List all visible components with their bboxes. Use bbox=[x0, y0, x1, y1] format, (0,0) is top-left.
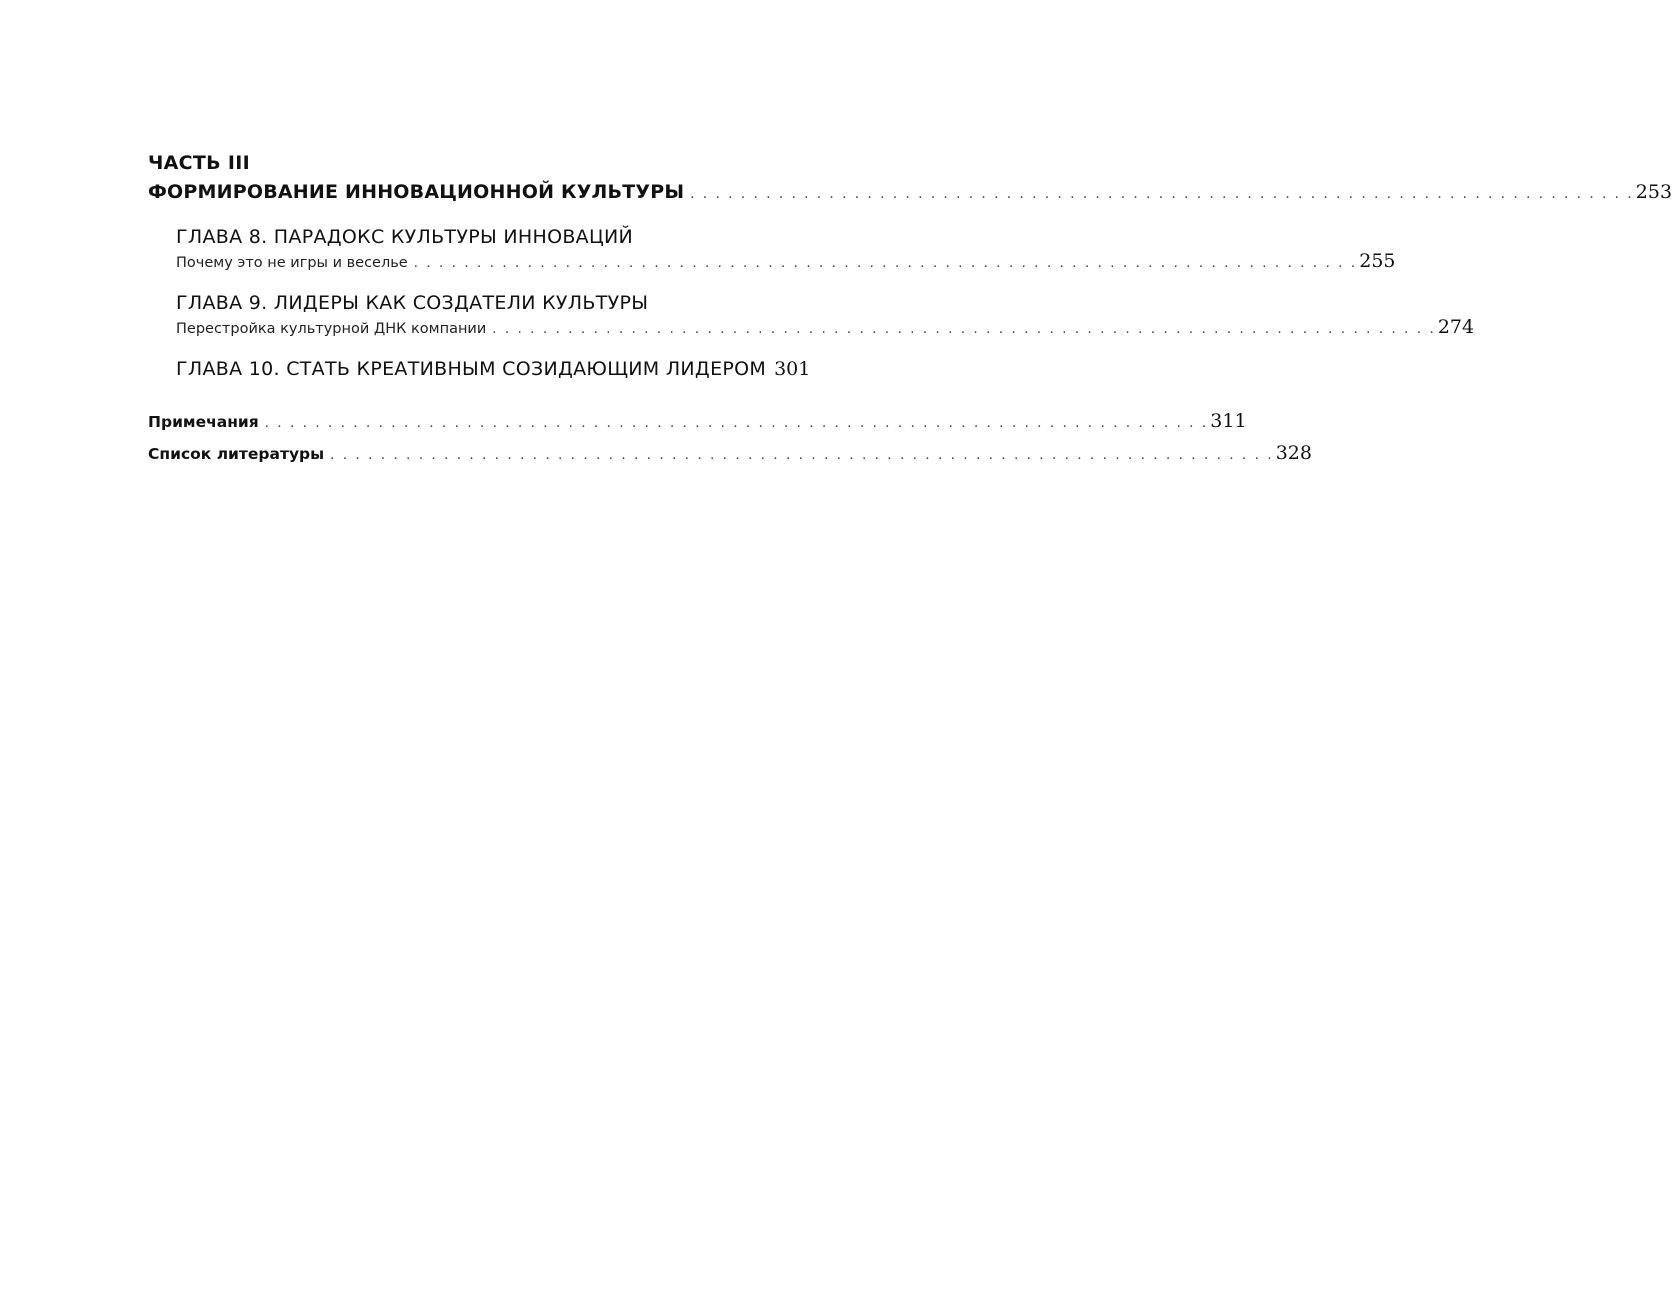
toc-entry-bibliography[interactable] bbox=[148, 442, 1312, 464]
dot-leader: . . . . . . . . . . . . . . . . . . . . . . . . . . . . . . . . . . . . . . . . . . . . . . . . . . . . . . . . . . . . . . . . . . . . . . . . . . . bbox=[413, 256, 1358, 271]
page-number: 301 bbox=[774, 358, 811, 380]
dot-leader: . . . . . . . . . . . . . . . . . . . . . . . . . . . . . . . . . . . . . . . . . . . . . . . . . . . . . . . . . . . . . . . . . . . . . . . . . . . bbox=[492, 322, 1436, 337]
page-number: 328 bbox=[1275, 442, 1312, 464]
page-number: 274 bbox=[1437, 316, 1475, 338]
chapter-title: ГЛАВА 8. ПАРАДОКС КУЛЬТУРЫ ИННОВАЦИЙ bbox=[176, 226, 634, 248]
part-title: ФОРМИРОВАНИЕ ИННОВАЦИОННОЙ КУЛЬТУРЫ bbox=[148, 181, 685, 203]
toc-entry-chapter-9[interactable] bbox=[176, 290, 1475, 340]
page-number: 311 bbox=[1210, 410, 1247, 432]
toc-entry-chapter-8[interactable] bbox=[176, 224, 1396, 274]
page-number: 255 bbox=[1359, 250, 1396, 272]
chapter-subtitle: Перестройка культурной ДНК компании bbox=[176, 321, 487, 337]
page-number: 253 bbox=[1635, 181, 1672, 203]
back-matter-title: Список литературы bbox=[148, 445, 325, 463]
part-label: ЧАСТЬ III bbox=[148, 152, 250, 174]
table-of-contents bbox=[148, 150, 1672, 464]
dot-leader: . . . . . . . . . . . . . . . . . . . . . . . . . . . . . . . . . . . . . . . . . . . . . . . . . . . . . . . . . . . . . . . . . . . . . . . . . . . bbox=[330, 448, 1274, 463]
chapter-title: ГЛАВА 9. ЛИДЕРЫ КАК СОЗДАТЕЛИ КУЛЬТУРЫ bbox=[176, 292, 649, 314]
chapter-title: ГЛАВА 10. СТАТЬ КРЕАТИВНЫМ СОЗИДАЮЩИМ ЛИДЕРОМ bbox=[176, 358, 767, 380]
chapter-subtitle: Почему это не игры и веселье bbox=[176, 255, 408, 271]
toc-entry-notes[interactable] bbox=[148, 410, 1247, 432]
toc-entry-chapter-10[interactable] bbox=[176, 356, 811, 382]
back-matter-title: Примечания bbox=[148, 413, 259, 431]
toc-entry-part[interactable] bbox=[148, 178, 1672, 206]
dot-leader: . . . . . . . . . . . . . . . . . . . . . . . . . . . . . . . . . . . . . . . . . . . . . . . . . . . . . . . . . . . . . . . . . . . . . . . . . . . bbox=[264, 416, 1209, 431]
dot-leader: . . . . . . . . . . . . . . . . . . . . . . . . . . . . . . . . . . . . . . . . . . . . . . . . . . . . . . . . . . . . . . . . . . . . . . . . . . . bbox=[690, 187, 1634, 202]
